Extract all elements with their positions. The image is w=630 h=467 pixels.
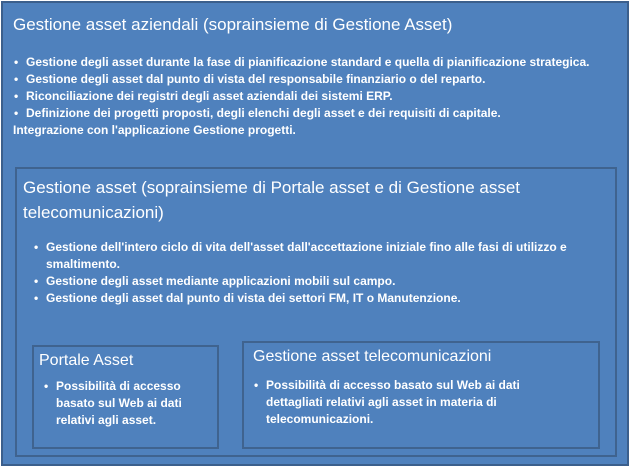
asset-management-bullet-list bbox=[33, 239, 573, 307]
enterprise-bullet-3: • Riconciliazione dei registri degli asset aziendali dei sistemi ERP. bbox=[13, 88, 593, 105]
asset-management-title-line1: Gestione asset (sopra​insieme di Portale asset e di Gestione asset bbox=[23, 178, 521, 197]
enterprise-bullet-list bbox=[13, 54, 593, 139]
telecom-bullet-1: • Possibilità di accesso basato sul Web ai dati dettagliati relativi agli asset in materia di telecomunicazioni. bbox=[253, 377, 553, 428]
asset-management-bullet-2: • Gestione degli asset mediante applicazioni mobili sul campo. bbox=[33, 273, 573, 290]
enterprise-note: Integrazione con l'applicazione Gestione progetti. bbox=[13, 123, 296, 137]
asset-portal-title: Portale Asset bbox=[39, 352, 134, 369]
asset-portal-box bbox=[32, 345, 219, 449]
asset-management-title-line2: telecomunicazioni) bbox=[23, 203, 164, 222]
telecom-title: Gestione asset telecomunicazioni bbox=[253, 348, 492, 365]
asset-portal-bullet-1: • Possibilità di accesso basato sul Web ai dati relativi agli asset. bbox=[43, 378, 208, 429]
asset-portal-bullet-list bbox=[43, 378, 208, 429]
enterprise-title: Gestione asset aziendali (sopra​insieme di Gestione Asset) bbox=[13, 15, 453, 34]
enterprise-bullet-4: • Definizione dei progetti proposti, degli elenchi degli asset e dei requisiti di capitale. bbox=[13, 105, 593, 122]
telecom-bullet-list bbox=[253, 377, 553, 428]
enterprise-bullet-2: • Gestione degli asset dal punto di vista del responsabile finanziario o del reparto. bbox=[13, 71, 593, 88]
telecom-asset-management-box bbox=[242, 341, 600, 449]
enterprise-bullet-1: • Gestione degli asset durante la fase di pianificazione standard e quella di pianificazione strategica. bbox=[13, 54, 593, 71]
asset-management-bullet-3: • Gestione degli asset dal punto di vista dei settori FM, IT o Manutenzione. bbox=[33, 290, 573, 307]
asset-management-bullet-1: • Gestione dell'intero ciclo di vita dell'asset dall'accettazione iniziale fino alle fasi di utilizzo e smaltimento. bbox=[33, 239, 573, 273]
